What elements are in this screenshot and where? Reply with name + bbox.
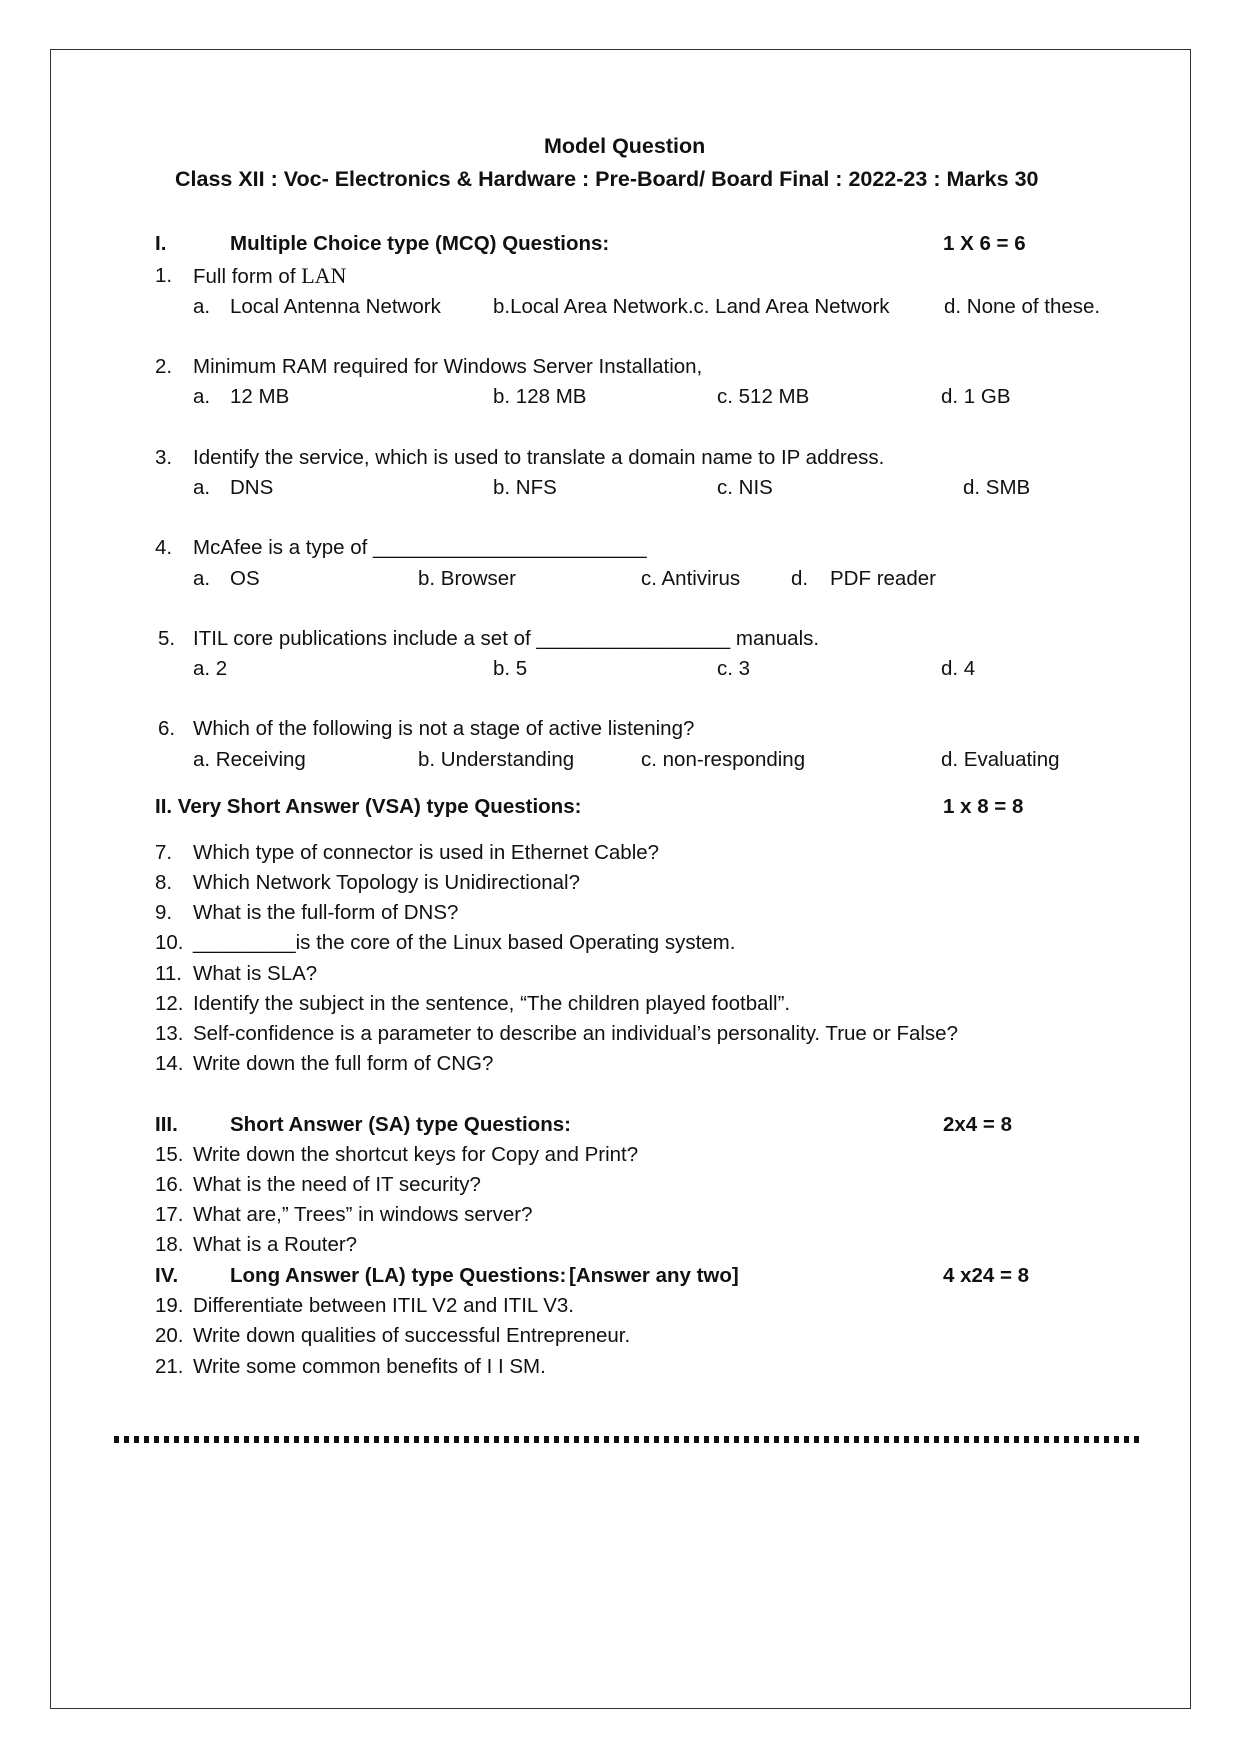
option: c. Antivirus [641, 567, 741, 590]
option: c. 512 MB [717, 385, 810, 408]
option: OS [230, 567, 260, 590]
question-text: Which of the following is not a stage of active listening? [193, 717, 695, 740]
question-text: ITIL core publications include a set of _________________ manuals. [193, 627, 820, 650]
question-term: LAN [301, 263, 347, 288]
option: b. 5 [493, 657, 528, 680]
option-label: d. [791, 567, 809, 590]
option: b. Browser [418, 567, 516, 590]
question-text: Identify the subject in the sentence, “The children played football”. [193, 992, 791, 1015]
question-text: McAfee is a type of ________________________ [193, 536, 647, 559]
section-title: Short Answer (SA) type Questions: [230, 1113, 571, 1136]
question-number: 10. [155, 931, 184, 954]
question-number: 19. [155, 1294, 184, 1317]
option: a. 2 [193, 657, 228, 680]
option-label: a. [193, 567, 211, 590]
question-text: What is a Router? [193, 1233, 358, 1256]
section-marks: 1 x 8 = 8 [943, 795, 1024, 818]
option: d. None of these. [944, 295, 1101, 318]
question-number: 16. [155, 1173, 184, 1196]
question-number: 2. [155, 355, 173, 378]
question-text: Differentiate between ITIL V2 and ITIL V3. [193, 1294, 574, 1317]
question-text: Write down the full form of CNG? [193, 1052, 494, 1075]
option: Local Antenna Network [230, 295, 441, 318]
question-text: _________is the core of the Linux based Operating system. [193, 931, 736, 954]
section-marks: 2x4 = 8 [943, 1113, 1012, 1136]
option: c. non-responding [641, 748, 806, 771]
option: b. Understanding [418, 748, 575, 771]
question-number: 3. [155, 446, 173, 469]
option: b. NFS [493, 476, 557, 499]
section-title: Long Answer (LA) type Questions: [230, 1264, 567, 1287]
option: b.Local Area Network.c. Land Area Network [493, 295, 890, 318]
section-title: Multiple Choice type (MCQ) Questions: [230, 232, 610, 255]
section-number: III. [155, 1113, 178, 1136]
question-number: 18. [155, 1233, 184, 1256]
option-label: a. [193, 476, 211, 499]
question-text: Which type of connector is used in Ethernet Cable? [193, 841, 660, 864]
section-marks: 4 x24 = 8 [943, 1264, 1030, 1287]
question-text [193, 265, 346, 288]
question-number: 20. [155, 1324, 184, 1347]
question-number: 13. [155, 1022, 184, 1045]
question-number: 12. [155, 992, 184, 1015]
question-text: Write some common benefits of I I SM. [193, 1355, 546, 1378]
question-number: 14. [155, 1052, 184, 1075]
page-subtitle: Class XII : Voc- Electronics & Hardware : Pre-Board/ Board Final : 2022-23 : Marks 30 [175, 167, 1039, 191]
question-number: 1. [155, 264, 173, 287]
section-number: IV. [155, 1264, 179, 1287]
option: d. 1 GB [941, 385, 1011, 408]
question-text: Write down qualities of successful Entrepreneur. [193, 1324, 631, 1347]
section-note: [Answer any two] [569, 1264, 739, 1287]
question-number: 21. [155, 1355, 184, 1378]
question-text: Write down the shortcut keys for Copy and Print? [193, 1143, 639, 1166]
section-number: I. [155, 232, 167, 255]
option: b. 128 MB [493, 385, 587, 408]
question-text: What is SLA? [193, 962, 318, 985]
question-number: 5. [158, 627, 176, 650]
question-number: 4. [155, 536, 173, 559]
option: a. Receiving [193, 748, 306, 771]
option-label: a. [193, 385, 211, 408]
page-title: Model Question [544, 134, 706, 158]
question-stem: Full form of [193, 265, 302, 288]
option: 12 MB [230, 385, 290, 408]
question-number: 11. [155, 962, 182, 985]
option-label: a. [193, 295, 211, 318]
question-text: What are,” Trees” in windows server? [193, 1203, 533, 1226]
question-number: 9. [155, 901, 173, 924]
option: d. SMB [963, 476, 1031, 499]
option: c. 3 [717, 657, 751, 680]
question-text: Self-confidence is a parameter to describe an individual’s personality. True or False? [193, 1022, 958, 1045]
question-number: 15. [155, 1143, 184, 1166]
dotted-divider [114, 1436, 1144, 1443]
question-number: 17. [155, 1203, 184, 1226]
question-number: 6. [158, 717, 176, 740]
section-title: II. Very Short Answer (VSA) type Questions: [155, 795, 582, 818]
question-number: 7. [155, 841, 173, 864]
option: DNS [230, 476, 274, 499]
question-number: 8. [155, 871, 173, 894]
question-text: Identify the service, which is used to translate a domain name to IP address. [193, 446, 885, 469]
question-text: Which Network Topology is Unidirectional? [193, 871, 581, 894]
option: PDF reader [830, 567, 936, 590]
question-text: What is the need of IT security? [193, 1173, 481, 1196]
option: d. 4 [941, 657, 976, 680]
question-text: Minimum RAM required for Windows Server Installation, [193, 355, 703, 378]
section-marks: 1 X 6 = 6 [943, 232, 1026, 255]
option: c. NIS [717, 476, 773, 499]
question-text: What is the full-form of DNS? [193, 901, 459, 924]
option: d. Evaluating [941, 748, 1060, 771]
